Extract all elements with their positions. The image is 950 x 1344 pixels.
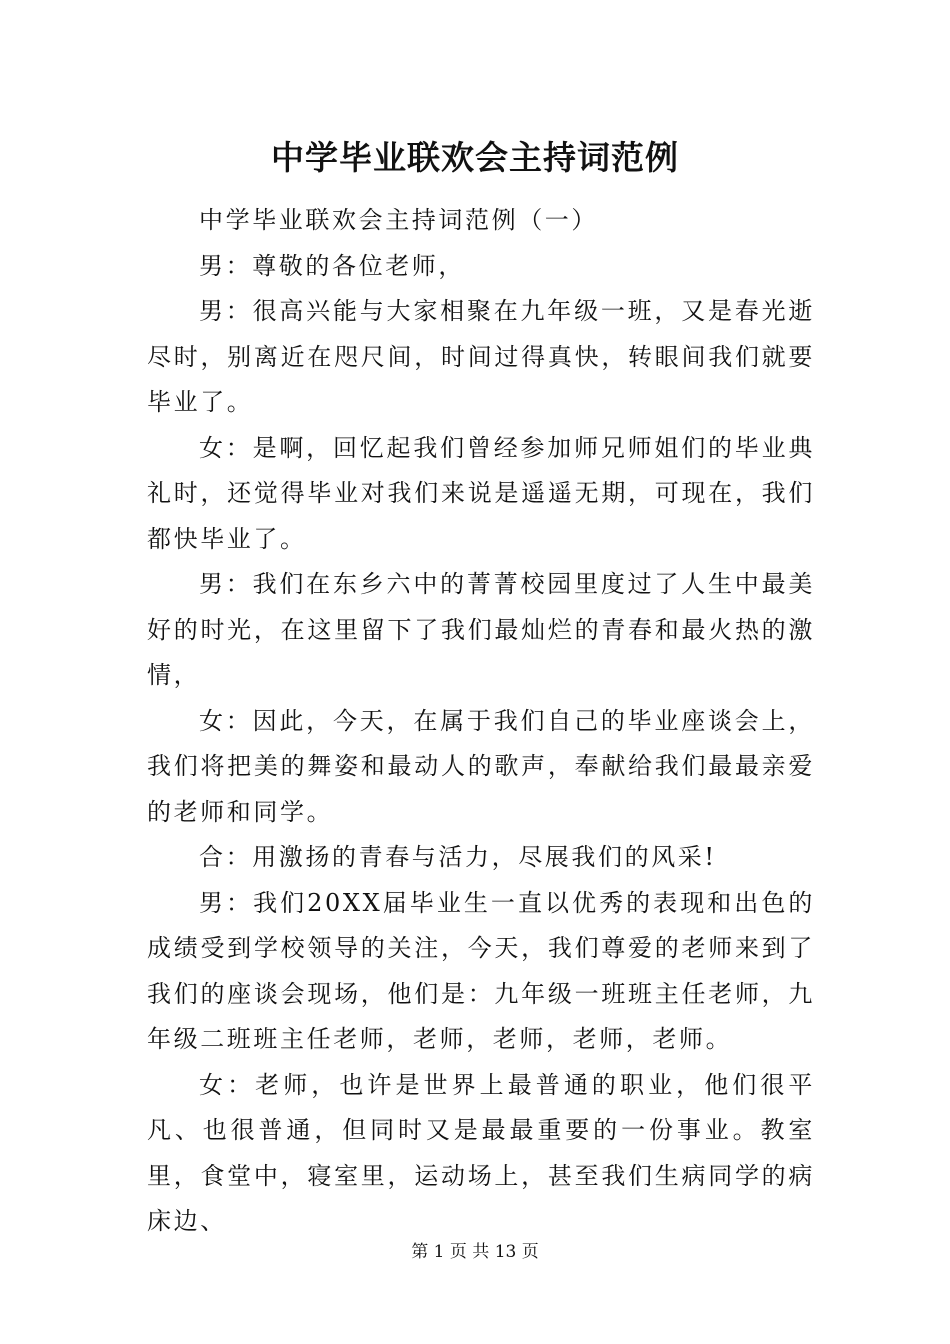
paragraph: 男：很高兴能与大家相聚在九年级一班，又是春光逝尽时，别离近在咫尺间，时间过得真快，转眼间我们就要毕业了。 xyxy=(147,297,815,416)
paragraph: 男：尊敬的各位老师， xyxy=(199,251,465,280)
paragraph: 女：老师，也许是世界上最普通的职业，他们很平凡、也很普通，但同时又是最最重要的一份事业。教室里，食堂中，寝室里，运动场上，甚至我们生病同学的病床边、 xyxy=(147,1070,815,1235)
paragraph: 女：是啊，回忆起我们曾经参加师兄师姐们的毕业典礼时，还觉得毕业对我们来说是遥遥无期，可现在，我们都快毕业了。 xyxy=(147,433,815,553)
page-footer: 第 1 页 共 13 页 xyxy=(411,1242,539,1262)
paragraph: 合：用激扬的青春与活力，尽展我们的风采! xyxy=(199,843,717,871)
paragraph: 女：因此，今天，在属于我们自己的毕业座谈会上，我们将把美的舞姿和最动人的歌声，奉献给我们最最亲爱的老师和同学。 xyxy=(147,706,815,826)
document-body xyxy=(147,198,815,1245)
document-title: 中学毕业联欢会主持词范例 xyxy=(271,138,679,177)
paragraph: 男：我们在东乡六中的菁菁校园里度过了人生中最美好的时光，在这里留下了我们最灿烂的青春和最火热的激情， xyxy=(147,570,815,689)
paragraph: 中学毕业联欢会主持词范例（一） xyxy=(199,206,598,234)
paragraph: 男：我们20XX届毕业生一直以优秀的表现和出色的成绩受到学校领导的关注，今天，我们尊爱的老师来到了我们的座谈会现场，他们是：九年级一班班主任老师，九年级二班班主任老师，老师，老师，老师，老师。 xyxy=(147,888,815,1053)
